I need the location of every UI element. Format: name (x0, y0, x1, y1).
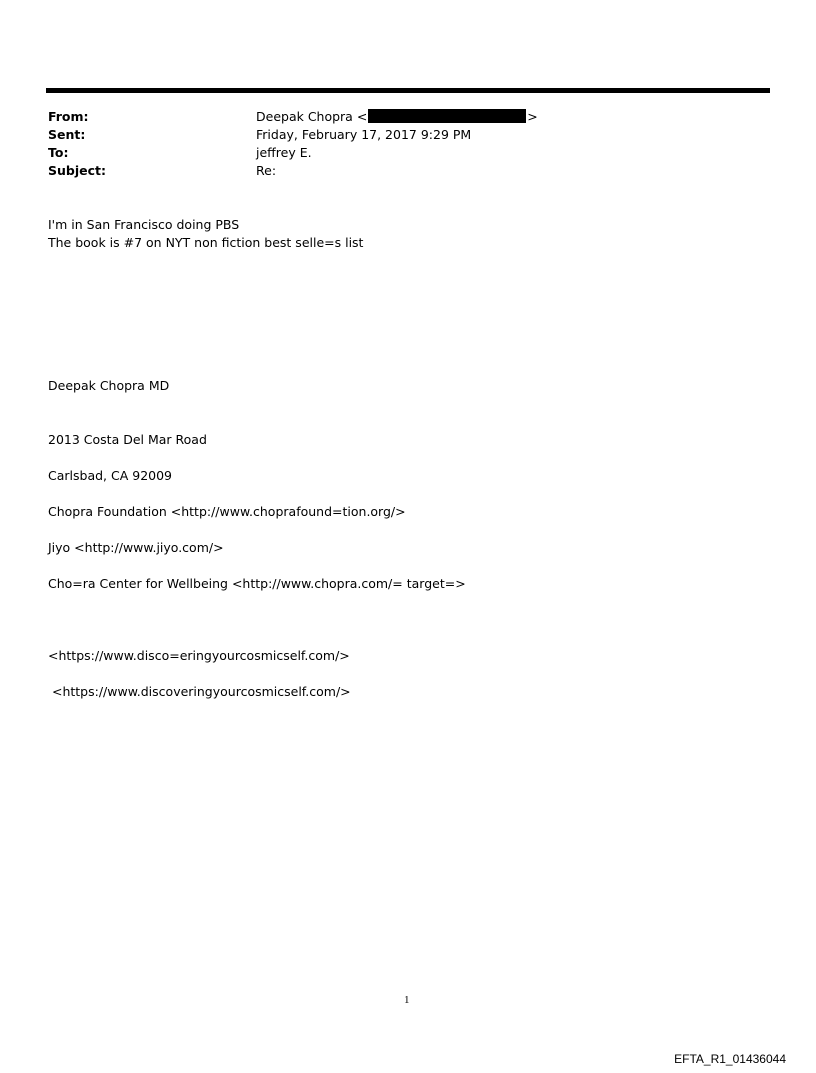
redaction-block (368, 109, 526, 123)
from-label: From: (48, 109, 89, 124)
document-id: EFTA_R1_01436044 (674, 1052, 786, 1066)
subject-value: Re: (256, 163, 277, 178)
signature-link-cosmicself-2: <https://www.discoveringyourcosmicself.com/> (48, 684, 351, 699)
signature-link-cosmicself: <https://www.disco=eringyourcosmicself.com/> (48, 648, 350, 663)
sent-label: Sent: (48, 127, 86, 142)
sent-value: Friday, February 17, 2017 9:29 PM (256, 127, 472, 142)
signature-link-chopra-foundation: Chopra Foundation <http://www.choprafound=tion.org/> (48, 504, 406, 519)
signature-link-chopra-center: Cho=ra Center for Wellbeing <http://www.chopra.com/= target=> (48, 576, 466, 591)
to-value: jeffrey E. (256, 145, 312, 160)
subject-label: Subject: (48, 163, 106, 178)
signature-address-city: Carlsbad, CA 92009 (48, 468, 173, 483)
signature-address-street: 2013 Costa Del Mar Road (48, 432, 207, 447)
message-line: I'm in San Francisco doing PBS (48, 217, 240, 232)
from-close-bracket: > (527, 109, 538, 124)
signature-link-jiyo: Jiyo <http://www.jiyo.com/> (48, 540, 224, 555)
page-number: 1 (404, 994, 410, 1006)
from-value (256, 108, 538, 126)
signature-name: Deepak Chopra MD (48, 378, 170, 393)
header-divider (46, 88, 770, 93)
from-name: Deepak Chopra < (256, 109, 368, 124)
message-line: The book is #7 on NYT non fiction best selle=s list (48, 235, 364, 250)
to-label: To: (48, 145, 69, 160)
